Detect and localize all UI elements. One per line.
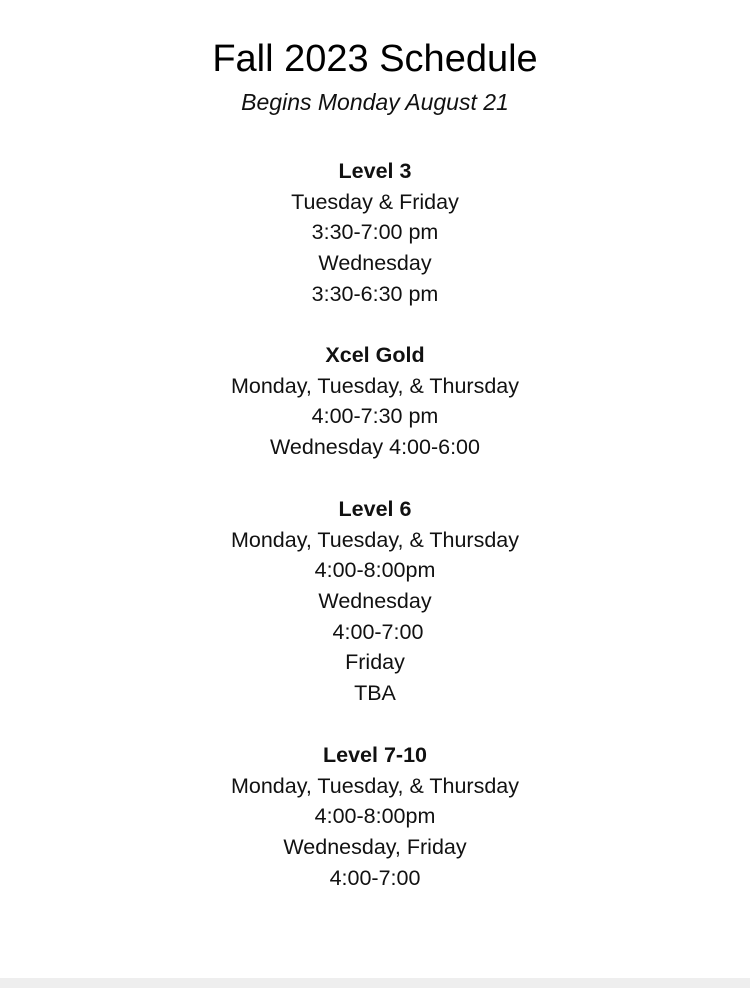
schedule-line: 3:30-7:00 pm <box>311 220 439 245</box>
section-heading: Level 6 <box>338 497 412 521</box>
schedule-section-xcel-gold <box>0 340 750 463</box>
section-heading: Level 3 <box>338 159 412 183</box>
page-title: Fall 2023 Schedule <box>212 38 538 80</box>
schedule-line: 4:00-7:00 <box>329 865 421 890</box>
schedule-line: TBA <box>354 681 396 706</box>
schedule-line: Monday, Tuesday, & Thursday <box>230 373 519 398</box>
schedule-section-level-6 <box>0 494 750 709</box>
section-heading: Level 7-10 <box>323 743 427 767</box>
schedule-line: 3:30-6:30 pm <box>311 281 439 306</box>
schedule-section-level-7-10 <box>0 740 750 893</box>
schedule-line: Friday <box>345 650 405 675</box>
schedule-section-level-3 <box>0 156 750 309</box>
section-heading: Xcel Gold <box>325 343 425 367</box>
schedule-line: Wednesday <box>318 589 432 614</box>
schedule-line: Wednesday 4:00-6:00 <box>270 435 480 460</box>
schedule-line: Monday, Tuesday, & Thursday <box>230 527 519 552</box>
schedule-line: 4:00-8:00pm <box>314 804 436 829</box>
schedule-line: Monday, Tuesday, & Thursday <box>230 773 519 798</box>
schedule-line: 4:00-7:30 pm <box>311 404 439 429</box>
schedule-line: Wednesday <box>318 251 432 276</box>
page-subtitle: Begins Monday August 21 <box>241 89 509 115</box>
bottom-divider <box>0 978 750 988</box>
schedule-line: 4:00-8:00pm <box>314 558 436 583</box>
schedule-line: 4:00-7:00 <box>326 619 424 644</box>
schedule-line: Tuesday & Friday <box>291 189 459 214</box>
schedule-line: Wednesday, Friday <box>283 835 467 860</box>
